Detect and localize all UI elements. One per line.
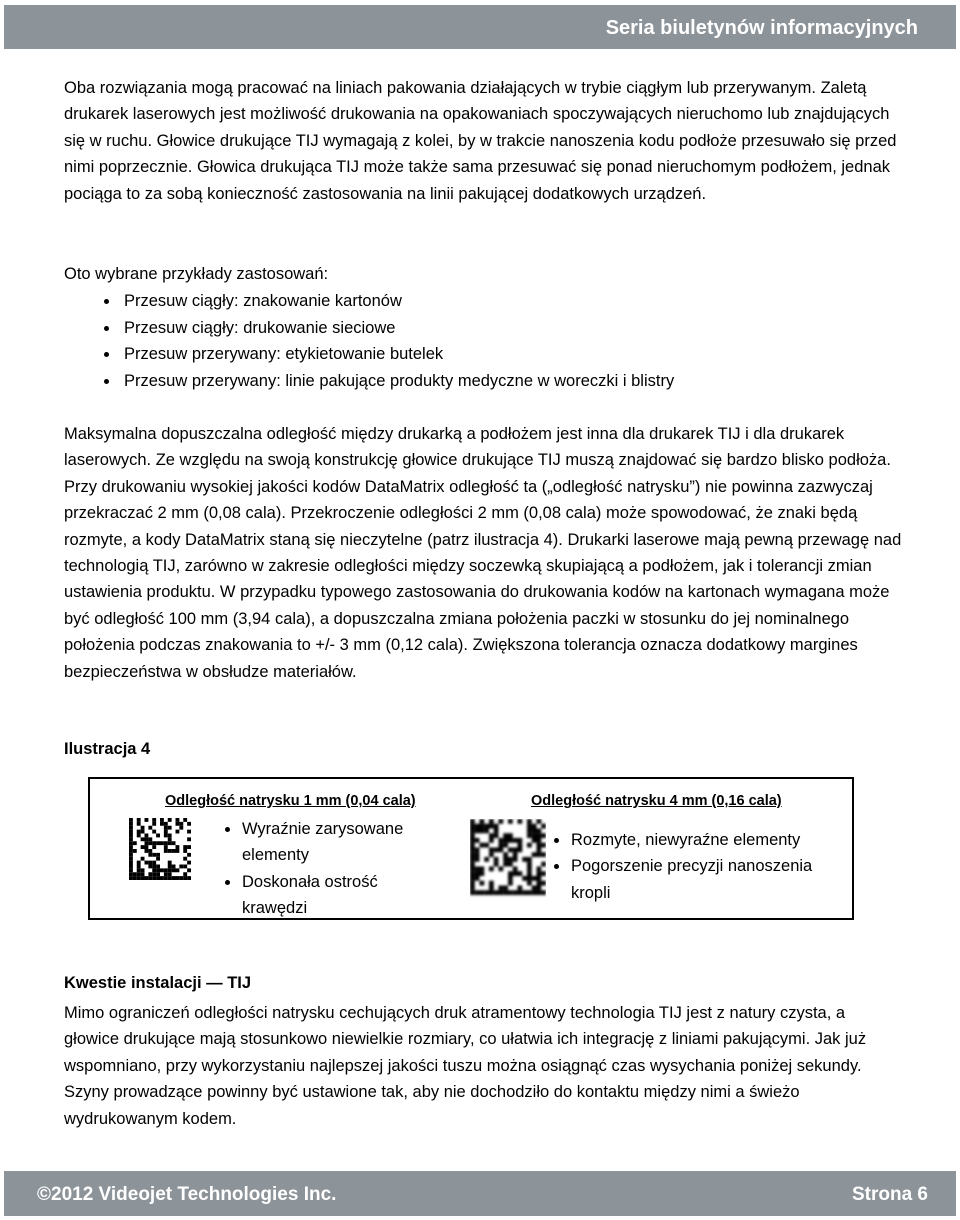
header-title: Seria biuletynów informacyjnych [605,17,918,39]
paragraph-intro: Oba rozwiązania mogą pracować na liniach pakowania działających w trybie ciągłym lub przerywanym. Zaletą drukarek laserowych jest możliwość drukowania na opakowaniach spoczywających nieruchomo lub znajdujących się w ruchu. Głowice drukujące TIJ wymagają z kolei, by w trakcie nanoszenia kodu podłoże przesuwało się przed nimi poprzecznie. Głowica drukująca TIJ może także sama przesuwać się ponad nieruchomym podłożem, jednak pociąga to za sobą konieczność zastosowania na linii pakującej dodatkowych urządzeń. [64,79,897,203]
bullet-icon [104,326,109,331]
bullet-icon [554,838,559,843]
left-column-list [222,816,432,922]
list-item: Przesuw ciągły: znakowanie kartonów [64,288,674,315]
illustration-box [88,777,854,920]
footer-page-number: Strona 6 [851,1184,928,1205]
paragraph-installation: Mimo ograniczeń odległości natrysku cechujących druk atramentowy technologia TIJ jest z natury czysta, a głowice drukujące mają stosunkowo niewielkie rozmiary, co ułatwia ich integrację z liniami pakującymi. Jak już wspomniano, przy wykorzystaniu najlepszej jakości tuszu można osiągnąć czas wysychania poniżej sekundy. Szyny prowadzące powinny być ustawione tak, aby nie dochodziło do kontaktu między nimi a świeżo wydrukowanym kodem. [64,1004,867,1128]
list-item: Wyraźnie zarysowane elementy [222,816,432,869]
list-item: Doskonała ostrość krawędzi [222,869,432,922]
list-item: Przesuw przerywany: etykietowanie butelek [64,341,674,368]
footer-copyright: ©2012 Videojet Technologies Inc. [37,1184,337,1205]
bullet-icon [554,864,559,869]
bullet-icon [225,880,230,885]
paragraph-distance: Maksymalna dopuszczalna odległość między drukarką a podłożem jest inna dla drukarek TIJ i dla drukarek laserowych. Ze względu na swoją konstrukcję głowice drukujące TIJ muszą znajdować się bardzo blisko podłoża. Przy drukowaniu wysokiej jakości kodów DataMatrix odległość ta („odległość natrysku”) nie powinna zazwyczaj przekraczać 2 mm (0,08 cala). Przekroczenie odległości 2 mm (0,08 cala) może spowodować, że znaki będą rozmyte, a kody DataMatrix staną się nieczytelne (patrz ilustracja 4). Drukarki laserowe mają pewną przewagę nad technologią TIJ, zarówno w zakresie odległości między soczewką skupiającą a podłożem, jak i tolerancji zmian ustawienia produktu. W przypadku typowego zastosowania do drukowania kodów na kartonach wymagana może być odległość 100 mm (3,94 cala), a dopuszczalna zmiana położenia paczki w stosunku do jej nominalnego położenia podczas znakowania to +/- 3 mm (0,12 cala). Zwiększona tolerancja oznacza dodatkowy margines bezpieczeństwa w obsłudze materiałów. [64,425,902,681]
list-item: Przesuw ciągły: drukowanie sieciowe [64,315,674,342]
list-item: Przesuw przerywany: linie pakujące produkty medyczne w woreczki i blistry [64,368,674,395]
list-item: Pogorszenie precyzji nanoszenia kropli [551,853,831,906]
left-column-heading: Odległość natrysku 1 mm (0,04 cala) [165,793,416,809]
bullet-icon [104,352,109,357]
paragraph-examples-lead: Oto wybrane przykłady zastosowań: [64,265,329,283]
datamatrix-sharp-icon [129,818,191,882]
datamatrix-blurred-icon [470,819,546,903]
examples-list [64,288,674,394]
footer-bar [4,1171,956,1216]
section-heading: Kwestie instalacji — TIJ [64,974,252,992]
bullet-icon [104,379,109,384]
right-column-heading: Odległość natrysku 4 mm (0,16 cala) [531,793,782,809]
header-bar [4,5,956,49]
illustration-title: Ilustracja 4 [64,740,151,758]
list-item: Rozmyte, niewyraźne elementy [551,827,831,853]
right-column-list [551,827,831,906]
bullet-icon [104,299,109,304]
bullet-icon [225,827,230,832]
